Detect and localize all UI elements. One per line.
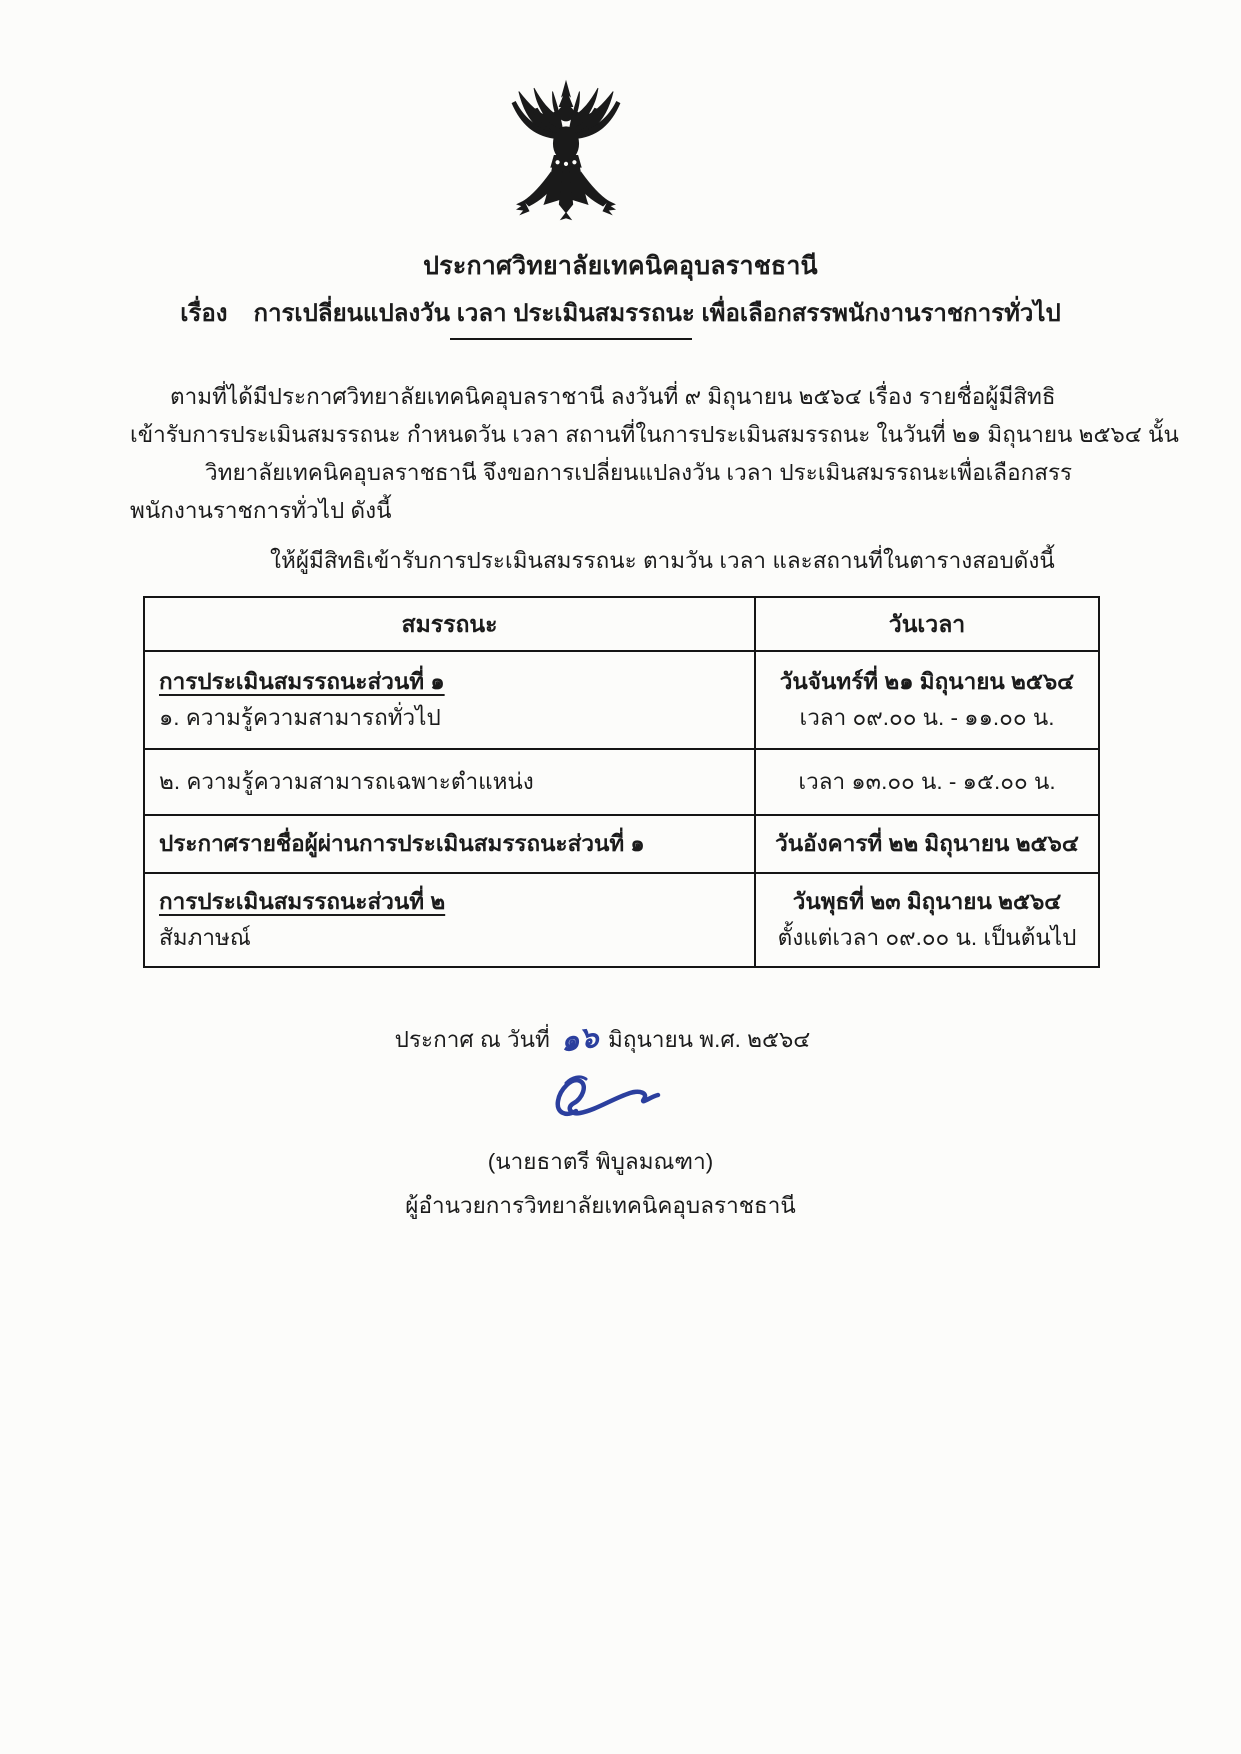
datetime-part1-date: วันจันทร์ที่ ๒๑ มิถุนายน ๒๕๖๔ <box>779 669 1075 694</box>
subject-text: การเปลี่ยนแปลงวัน เวลา ประเมินสมรรถนะ เพื่อเลือกสรรพนักงานราชการทั่วไป <box>253 300 1061 327</box>
results-announcement-date-cell: วันอังคารที่ ๒๒ มิถุนายน ๒๕๖๔ <box>755 815 1099 873</box>
datetime-part2-cell <box>755 873 1099 967</box>
table-row <box>144 749 1099 815</box>
datetime-part2-date: วันพุธที่ ๒๓ มิถุนายน ๒๕๖๔ <box>792 889 1062 914</box>
signer-name: (นายธาตรี พิบูลมณฑา) <box>487 1149 714 1174</box>
body-text <box>130 378 1179 580</box>
column-header-competency: สมรรถนะ <box>144 597 755 651</box>
subject-label: เรื่อง <box>180 300 228 327</box>
competency-part1-title: การประเมินสมรรถนะส่วนที่ ๑ <box>159 669 445 694</box>
announcement-date-line <box>0 1014 1223 1061</box>
competency-part2-title: การประเมินสมรรถนะส่วนที่ ๒ <box>159 889 446 914</box>
competency-part1-cell <box>144 651 755 749</box>
signer-title: ผู้อำนวยการวิทยาลัยเทคนิคอุบลราชธานี <box>405 1193 796 1218</box>
schedule-table <box>143 596 1100 968</box>
paragraph-2-line-1: วิทยาลัยเทคนิคอุบลราชธานี จึงขอการเปลี่ยนแปลงวัน เวลา ประเมินสมรรถนะเพื่อเลือกสรร <box>205 460 1073 485</box>
paragraph-1-line-1: ตามที่ได้มีประกาศวิทยาลัยเทคนิคอุบลราชานี ลงวันที่ ๙ มิถุนายน ๒๕๖๔ เรื่อง รายชื่อผู้มีสิทธิ <box>170 384 1056 409</box>
table-header-row <box>144 597 1099 651</box>
table-row <box>144 873 1099 967</box>
director-signature-icon <box>0 1067 1241 1137</box>
column-header-datetime: วันเวลา <box>755 597 1099 651</box>
paragraph-2-line-2: พนักงานราชการทั่วไป ดังนี้ <box>130 498 392 523</box>
competency-part2-item: สัมภาษณ์ <box>159 925 251 950</box>
table-row <box>144 651 1099 749</box>
results-announcement-cell: ประกาศรายชื่อผู้ผ่านการประเมินสมรรถนะส่วนที่ ๑ <box>144 815 755 873</box>
datetime-part1-time: เวลา ๐๙.๐๐ น. - ๑๑.๐๐ น. <box>799 705 1055 730</box>
competency-part2-cell <box>144 873 755 967</box>
competency-part1-item1: ๑. ความรู้ความสามารถทั่วไป <box>159 705 441 730</box>
handwritten-day-number: ๑๖ <box>558 1020 601 1059</box>
announcement-date-suffix: มิถุนายน พ.ศ. ๒๕๖๔ <box>607 1027 811 1052</box>
datetime-part1-cell <box>755 651 1099 749</box>
garuda-emblem-icon <box>0 0 1241 238</box>
subject-divider <box>450 338 692 340</box>
table-lead-in-line: ให้ผู้มีสิทธิเข้ารับการประเมินสมรรถนะ ตามวัน เวลา และสถานที่ในตารางสอบดังนี้ <box>270 548 1055 573</box>
document-title: ประกาศวิทยาลัยเทคนิคอุบลราชธานี <box>423 252 818 280</box>
paragraph-1-line-2: เข้ารับการประเมินสมรรถนะ กำหนดวัน เวลา สถานที่ในการประเมินสมรรถนะ ในวันที่ ๒๑ มิถุนายน ๒๕๖๔ นั้น <box>130 422 1179 447</box>
datetime-item2-cell: เวลา ๑๓.๐๐ น. - ๑๕.๐๐ น. <box>755 749 1099 815</box>
competency-part1-item2-cell: ๒. ความรู้ความสามารถเฉพาะตำแหน่ง <box>144 749 755 815</box>
sign-off-block <box>0 1014 1241 1223</box>
announcement-date-prefix: ประกาศ ณ วันที่ <box>394 1027 550 1052</box>
datetime-part2-time: ตั้งแต่เวลา ๐๙.๐๐ น. เป็นต้นไป <box>777 925 1077 950</box>
document-subject <box>0 293 1241 332</box>
table-row <box>144 815 1099 873</box>
